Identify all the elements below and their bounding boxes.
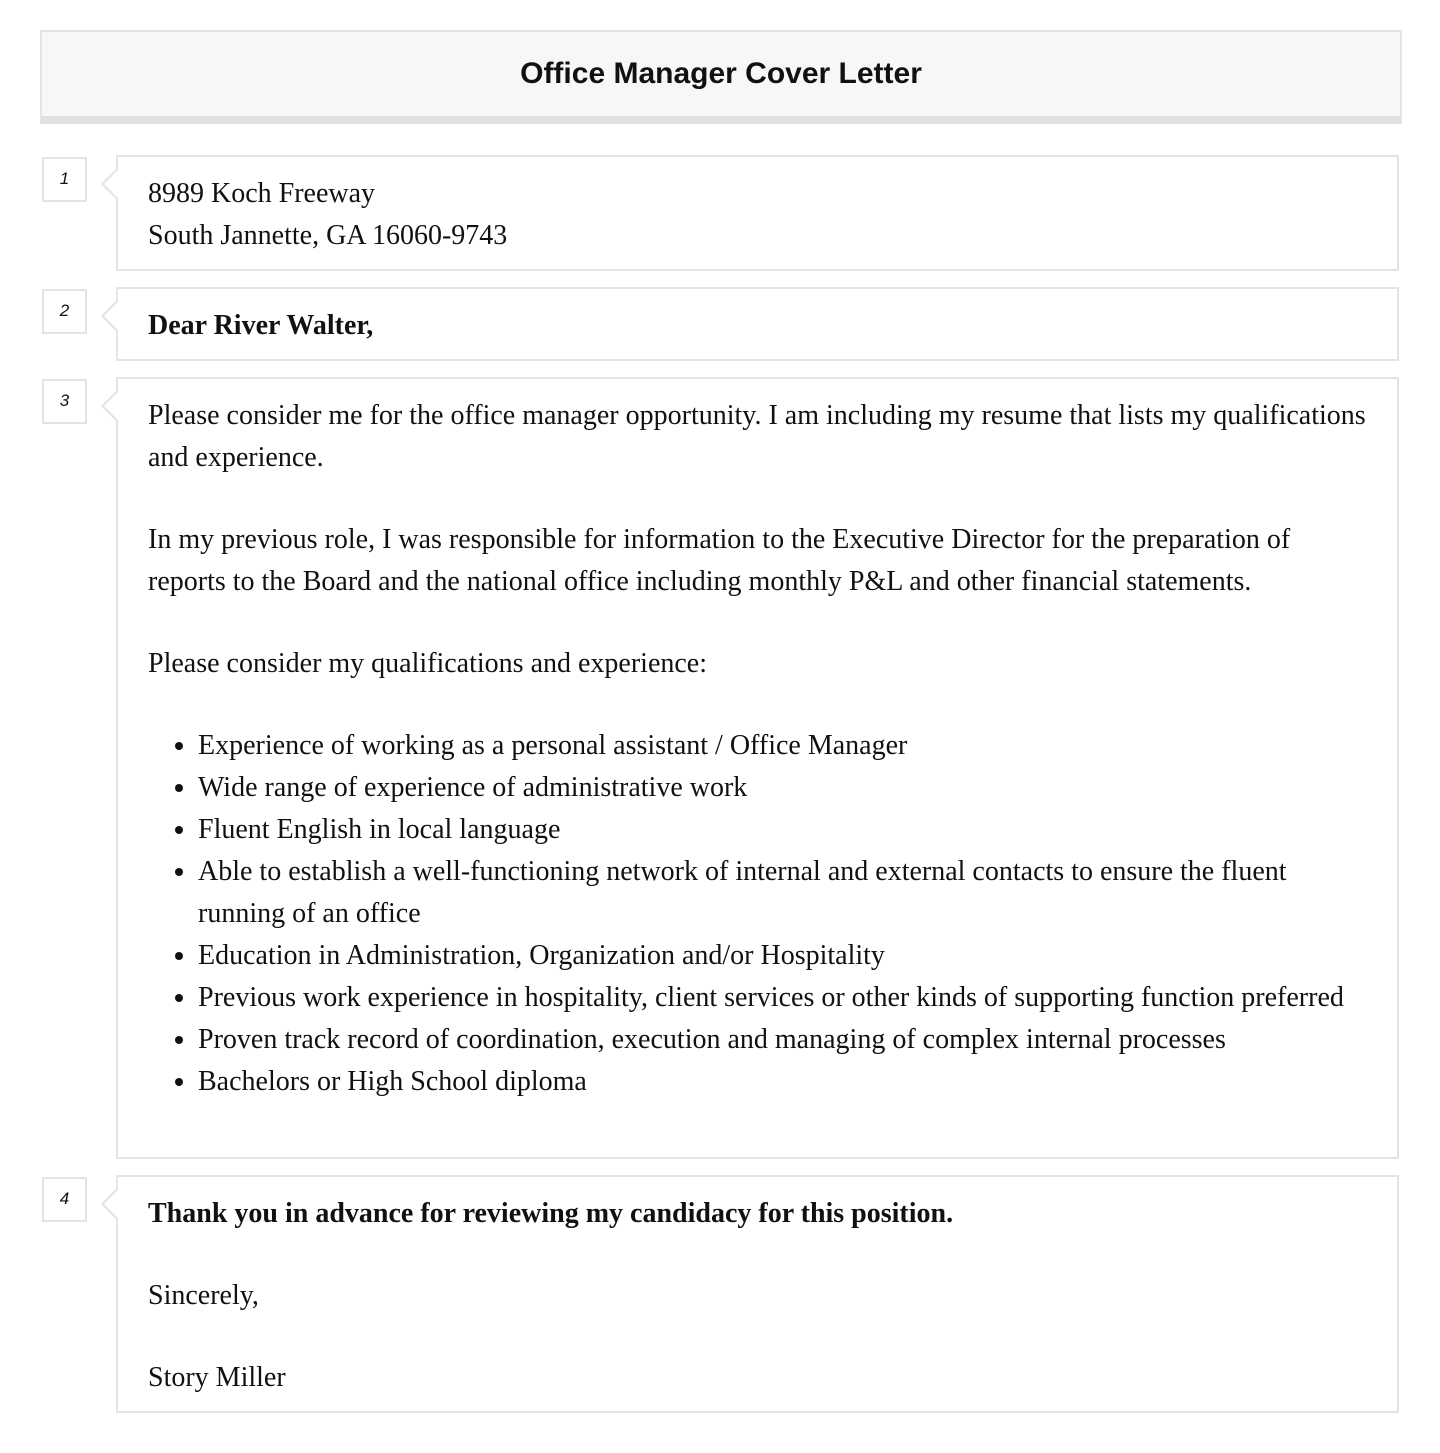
address-line-1: 8989 Koch Freeway [148,178,376,209]
list-item: • Proven track record of coordination, execution and managing of complex internal processes [198,1019,1367,1061]
list-item: • Education in Administration, Organization and/or Hospitality [198,935,1367,977]
thanks-line: Thank you in advance for reviewing my candidacy for this position. [148,1198,954,1229]
section-number-1: 1 [42,157,87,202]
section-number-3: 3 [42,379,87,424]
list-item: • Wide range of experience of administrative work [198,767,1367,809]
closing-block [116,1175,1399,1413]
letter-body-block [116,377,1399,1159]
list-item: • Able to establish a well-functioning network of internal and external contacts to ensure the fluent running of an office [198,851,1367,935]
section-number-2: 2 [42,289,87,334]
salutation: Dear River Walter, [148,310,374,341]
list-item: • Previous work experience in hospitality, client services or other kinds of supporting function preferred [198,977,1367,1019]
address-block [116,155,1399,271]
list-item: • Fluent English in local language [198,809,1367,851]
qualifications-list [148,725,1367,1103]
intro-paragraph: Please consider me for the office manager opportunity. I am including my resume that lists my qualifications and experience. [148,400,1366,473]
page-title: Office Manager Cover Letter [520,57,922,90]
signature-name: Story Miller [148,1362,286,1393]
salutation-block [116,287,1399,361]
letter-header [40,30,1402,124]
address-line-2: South Jannette, GA 16060-9743 [148,220,508,251]
section-number-4: 4 [42,1177,87,1222]
closing-line: Sincerely, [148,1280,259,1311]
previous-role-paragraph: In my previous role, I was responsible for information to the Executive Director for the preparation of reports to the Board and the national office including monthly P&L and other financial statements. [148,524,1291,597]
list-item: • Experience of working as a personal assistant / Office Manager [198,725,1367,767]
qualifications-lead: Please consider my qualifications and experience: [148,648,708,679]
list-item: • Bachelors or High School diploma [198,1061,1367,1103]
